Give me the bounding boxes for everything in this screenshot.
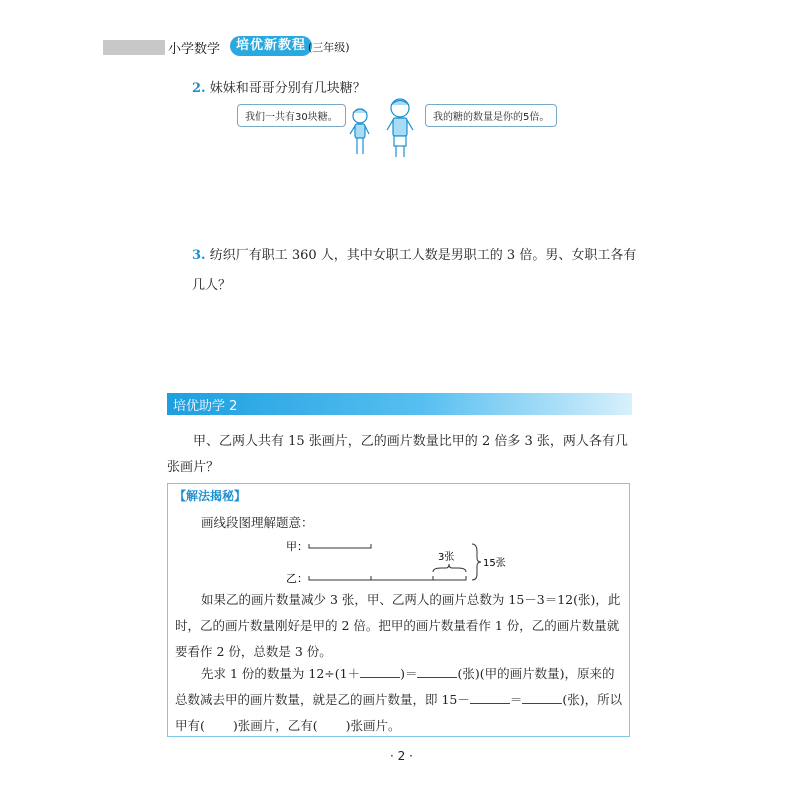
solution-intro: 画线段图理解题意： xyxy=(201,515,314,530)
text-segment: )＝ xyxy=(400,666,418,681)
text-segment: ＝ xyxy=(509,692,523,707)
answer-blank[interactable] xyxy=(360,665,400,678)
text-segment: (张)，所以甲有( xyxy=(175,692,623,733)
section-header xyxy=(167,393,632,415)
question-3 xyxy=(192,241,637,301)
text-segment: )张画片。 xyxy=(345,718,401,733)
header-grade: (三年级) xyxy=(308,41,350,54)
children-illustration xyxy=(345,96,425,160)
answer-blank[interactable] xyxy=(470,691,510,704)
label-a: 甲： xyxy=(286,540,308,553)
section-title: 培优助学 2 xyxy=(173,399,238,414)
line-segment-diagram xyxy=(286,538,526,586)
total-label: 15张 xyxy=(483,558,506,569)
solution-box xyxy=(167,483,630,737)
header-decor-bar xyxy=(103,40,165,55)
question-text: 纺织厂有职工 360 人，其中女职工人数是男职工的 3 倍。男、女职工各有几人？ xyxy=(192,248,637,293)
question-text: 妹妹和哥哥分别有几块糖？ xyxy=(209,81,366,96)
answer-blank[interactable] xyxy=(417,665,457,678)
extra-label: 3张 xyxy=(438,552,455,563)
text-segment: (张)(甲的画片数量)，原来的总数减去甲的画片数量，就是乙的画片数量，即 15－ xyxy=(175,666,615,707)
answer-blank[interactable] xyxy=(522,691,562,704)
example-problem: 甲、乙两人共有 15 张画片，乙的画片数量比甲的 2 倍多 3 张，两人各有几张画片？ xyxy=(167,434,628,475)
question-2 xyxy=(192,77,366,96)
text-segment: 先求 1 份的数量为 12÷(1＋ xyxy=(201,666,361,681)
page-number: · 2 · xyxy=(390,749,413,763)
header-badge: 培优新教程 xyxy=(230,36,312,56)
speech-bubble-boy: 我的糖的数量是你的5倍。 xyxy=(425,104,557,127)
question-number: 2. xyxy=(192,81,206,96)
boy-figure xyxy=(387,99,413,157)
question-number: 3. xyxy=(192,248,206,263)
text-segment: )张画片，乙有( xyxy=(232,718,318,733)
solution-paragraph-1: 如果乙的画片数量减少 3 张，甲、乙两人的画片总数为 15－3＝12(张)，此时，乙的画片数量刚好是甲的 2 倍。把甲的画片数量看作 1 份，乙的画片数量就要看作 2 份，总数是 3 份。 xyxy=(175,592,621,659)
speech-bubble-girl: 我们一共有30块糖。 xyxy=(237,104,346,127)
header-subject: 小学数学 xyxy=(168,42,221,57)
solution-heading: 【解法揭秘】 xyxy=(174,489,247,503)
solution-paragraph-2 xyxy=(175,661,625,739)
girl-figure xyxy=(350,109,369,154)
label-b: 乙： xyxy=(286,572,308,585)
